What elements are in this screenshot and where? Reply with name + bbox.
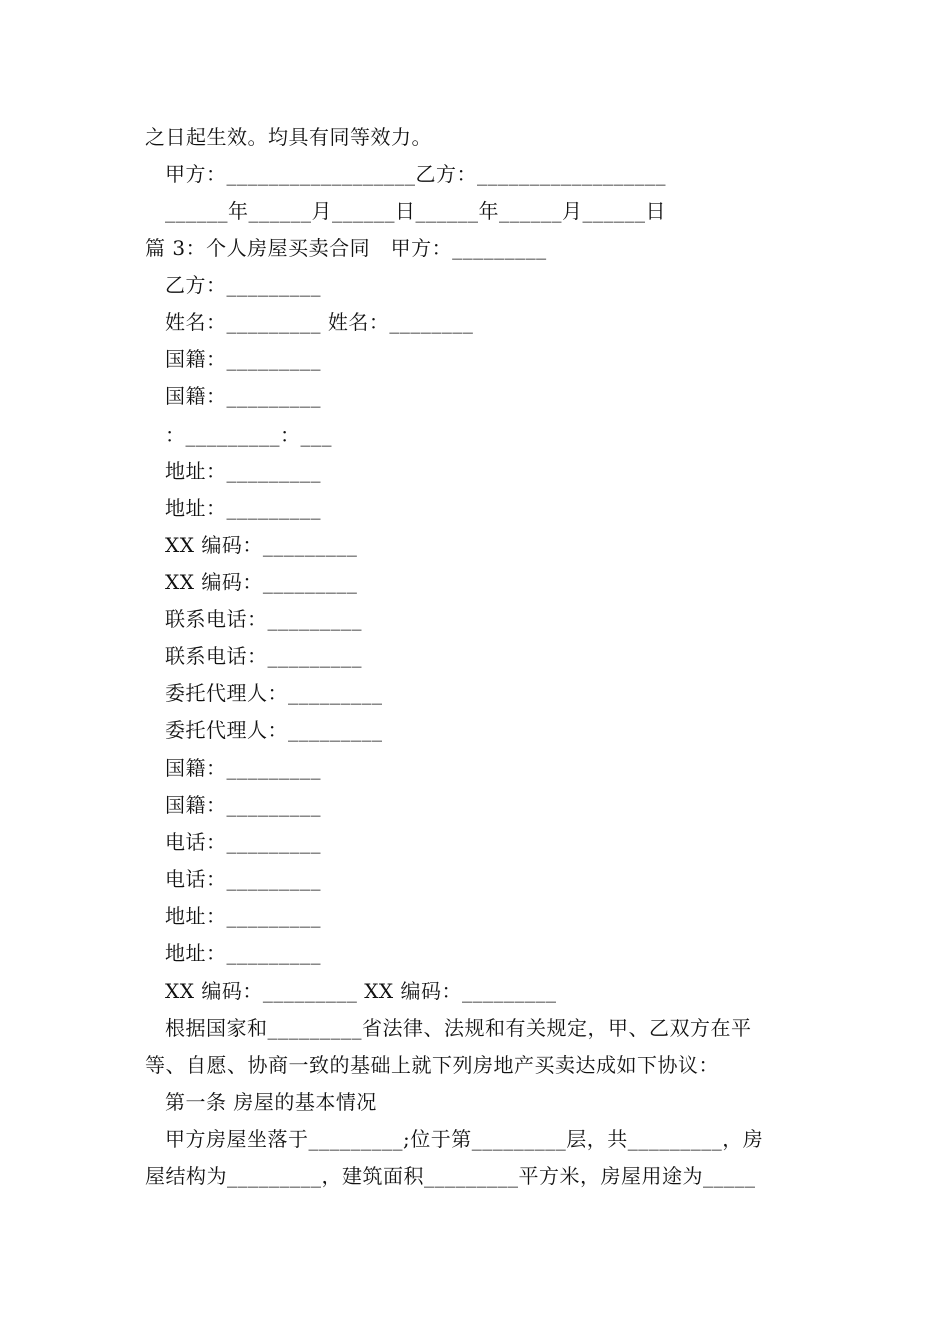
field-line: 地址：_________ (165, 459, 321, 483)
section-title: 篇 3：个人房屋买卖合同 甲方：_________ (145, 236, 547, 260)
field-line: ：_________：___ (165, 423, 332, 447)
field-line: 联系电话：_________ (165, 644, 362, 668)
field-line: 联系电话：_________ (165, 607, 362, 631)
date-line: ______年______月______日______年______月______日 (165, 199, 666, 223)
field-line: XX 编码：_________ (165, 570, 358, 594)
field-line: 地址：_________ (165, 904, 321, 928)
field-line: 国籍：_________ (165, 793, 321, 817)
paragraph-line: 屋结构为_________，建筑面积_________平方米，房屋用途为_____ (145, 1164, 756, 1188)
field-line: XX 编码：_________ XX 编码：_________ (165, 979, 557, 1003)
text-line: 之日起生效。均具有同等效力。 (145, 125, 432, 149)
field-line: 国籍：_________ (165, 384, 321, 408)
paragraph-line: 等、自愿、协商一致的基础上就下列房地产买卖达成如下协议： (145, 1053, 719, 1077)
field-line: 地址：_________ (165, 496, 321, 520)
signature-line: 甲方：__________________乙方：__________________ (165, 162, 666, 186)
field-line: 电话：_________ (165, 867, 321, 891)
field-line: 乙方：_________ (165, 273, 321, 297)
paragraph-line: 甲方房屋坐落于_________;位于第_________层，共_________，房 (165, 1127, 764, 1151)
article-heading: 第一条 房屋的基本情况 (165, 1090, 377, 1114)
paragraph-line: 根据国家和_________省法律、法规和有关规定，甲、乙双方在平 (165, 1016, 752, 1040)
field-line: 国籍：_________ (165, 756, 321, 780)
field-line: 国籍：_________ (165, 347, 321, 371)
field-line: 姓名：_________ 姓名：________ (165, 310, 474, 334)
field-line: 地址：_________ (165, 941, 321, 965)
field-line: 电话：_________ (165, 830, 321, 854)
field-line: 委托代理人：_________ (165, 681, 383, 705)
field-line: 委托代理人：_________ (165, 718, 383, 742)
field-line: XX 编码：_________ (165, 533, 358, 557)
